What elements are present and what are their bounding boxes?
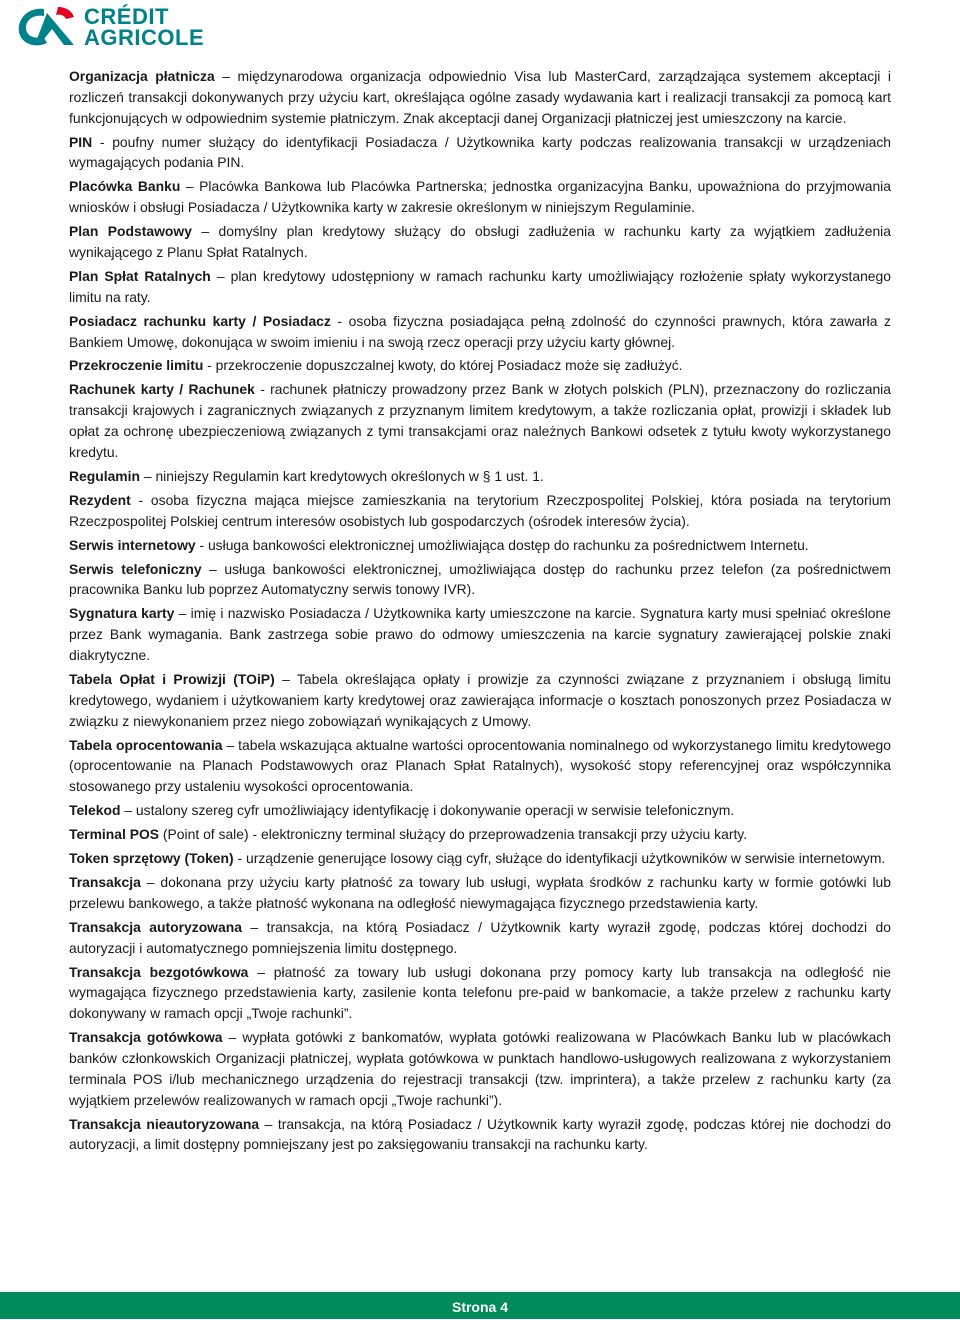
definition-item bbox=[69, 132, 891, 174]
definition-text: - osoba fizyczna mająca miejsce zamieszkania na terytorium Rzeczpospolitej Polskiej, która posiada na terytorium Rzeczpospolitej Polskiej centrum interesów osobistych lub gospodarczych (ośrodek interesów życia). bbox=[69, 491, 891, 529]
definition-text: - przekroczenie dopuszczalnej kwoty, do której Posiadacz może się zadłużyć. bbox=[203, 357, 683, 374]
definition-text: - rachunek płatniczy prowadzony przez Bank w złotych polskich (PLN), przeznaczony do rozliczania transakcji krajowych i zagranicznych związanych z przyznanym limitem kredytowym, a także rozliczania opłat, prowizji i składek lub opłat za ochronę ubezpieczeniową związanych z tymi transakcjami oraz należnych Bankowi odsetek z tytułu kwoty wykorzystanego kredytu. bbox=[69, 381, 891, 460]
definition-item bbox=[69, 962, 891, 1024]
definition-item bbox=[69, 800, 891, 821]
definition-term: Plan Podstawowy bbox=[69, 223, 192, 240]
definitions-list bbox=[69, 66, 891, 1158]
definition-term: Transakcja gotówkowa bbox=[69, 1029, 223, 1046]
definition-term: Plan Spłat Ratalnych bbox=[69, 267, 211, 284]
definition-term: Transakcja bbox=[69, 874, 141, 891]
definition-item bbox=[69, 848, 891, 869]
definition-term: Serwis internetowy bbox=[69, 536, 196, 553]
definition-item bbox=[69, 490, 891, 532]
definition-item bbox=[69, 221, 891, 263]
page-footer bbox=[0, 1292, 960, 1319]
definition-text: – dokonana przy użyciu karty płatność za towary lub usługi, wypłata środków z rachunku karty w formie gotówki lub przelewu bankowego, a także płatność wykonana na odległość niewymagająca fizycznego przedstawienia karty. bbox=[69, 874, 891, 911]
definition-term: Transakcja autoryzowana bbox=[69, 918, 242, 935]
definition-text: - urządzenie generujące losowy ciąg cyfr, służące do identyfikacji użytkowników w serwisie internetowym. bbox=[233, 850, 886, 867]
definition-term: Tabela oprocentowania bbox=[69, 736, 223, 753]
definition-text: – niniejszy Regulamin kart kredytowych określonych w § 1 ust. 1. bbox=[140, 467, 544, 484]
definition-term: Posiadacz rachunku karty / Posiadacz bbox=[69, 312, 331, 329]
definition-item bbox=[69, 176, 891, 218]
definition-item bbox=[69, 66, 891, 128]
definition-term: Placówka Banku bbox=[69, 178, 181, 195]
logo-text-credit: CRÉDIT bbox=[84, 4, 169, 29]
definition-text: – ustalony szereg cyfr umożliwiający identyfikację i dokonywanie operacji w serwisie telefonicznym. bbox=[120, 802, 735, 819]
definition-text: – międzynarodowa organizacja odpowiednio Visa lub MasterCard, zarządzająca systemem akceptacji i rozliczeń transakcji dokonywanych przy użyciu kart, określająca ogólne zasady wydawania kart i realizacji transakcji za pomocą kart funkcjonujących w odpowiednim systemie płatniczym. Znak akceptacji danej Organizacji płatniczej jest umieszczony na karcie. bbox=[69, 68, 891, 126]
definition-text: – transakcja, na którą Posiadacz / Użytkownik karty wyraził zgodę, podczas której dochodzi do autoryzacji i automatycznego pomniejszenia limitu dostępnego. bbox=[69, 918, 891, 956]
definition-item bbox=[69, 266, 891, 308]
definition-term: Organizacja płatnicza bbox=[69, 68, 215, 84]
definition-text: – plan kredytowy udostępniony w ramach rachunku karty umożliwiający rozłożenie spłaty wykorzystanego limitu na raty. bbox=[69, 267, 891, 305]
definition-text: – wypłata gotówki z bankomatów, wypłata gotówki realizowana w Placówkach Banku lub w placówkach banków członkowskich Organizacji płatniczej, wypłata gotówkowa w punktach handlowo-usługowych realizowana z wykorzystaniem terminala POS i/lub mechanicznego urządzenia do rejestracji transakcji (tzw. imprintera), a także przelew z rachunku karty (za wyjątkiem przelewów realizowanych w ramach opcji „Twoje rachunki”). bbox=[69, 1029, 891, 1108]
definition-item bbox=[69, 824, 891, 845]
definition-text: – tabela wskazująca aktualne wartości oprocentowania nominalnego od wykorzystanego limitu kredytowego (oprocentowanie na Planach Podstawowych oraz Planach Spłat Ratalnych), wysokość stopy referencyjnej oraz współczynnika stosowanego przy ustaleniu wysokości oprocentowania. bbox=[69, 736, 891, 795]
definition-term: Rachunek karty / Rachunek bbox=[69, 381, 255, 398]
definition-term: PIN bbox=[69, 133, 93, 150]
page-number: Strona 4 bbox=[451, 1299, 508, 1315]
definition-text: - osoba fizyczna posiadająca pełną zdolność do czynności prawnych, która zawarła z Bankiem Umowę, dokonująca w swoim imieniu i na swoją rzecz operacji przy użyciu karty głównej. bbox=[69, 312, 891, 350]
definition-item bbox=[69, 917, 891, 959]
definition-term: Rezydent bbox=[69, 491, 131, 508]
definition-text: - usługa bankowości elektronicznej umożliwiająca dostęp do rachunku za pośrednictwem Internetu. bbox=[195, 536, 809, 553]
definition-term: Sygnatura karty bbox=[69, 605, 175, 622]
definition-term: Transakcja bezgotówkowa bbox=[69, 963, 249, 980]
definition-item bbox=[69, 669, 891, 731]
definition-text: (Point of sale) - elektroniczny terminal służący do przeprowadzenia transakcji przy użyciu karty. bbox=[159, 826, 748, 843]
definition-text: – usługa bankowości elektronicznej, umożliwiająca dostęp do rachunku przez telefon (za pośrednictwem pracownika Banku lub poprzez Automatyczny serwis tonowy IVR). bbox=[69, 560, 891, 598]
logo-text-agricole: AGRICOLE bbox=[84, 25, 205, 50]
definition-term: Przekroczenie limitu bbox=[69, 357, 204, 374]
definition-term: Tabela Opłat i Prowizji (TOiP) bbox=[69, 670, 275, 687]
definition-item bbox=[69, 603, 891, 665]
definition-item bbox=[69, 535, 891, 556]
definition-term: Terminal POS bbox=[69, 826, 160, 843]
definition-text: - poufny numer służący do identyfikacji Posiadacza / Użytkownika karty podczas realizowania transakcji w urządzeniach wymagających podania PIN. bbox=[69, 133, 891, 171]
definition-term: Token sprzętowy (Token) bbox=[69, 850, 234, 867]
bank-logo bbox=[14, 4, 204, 50]
definition-item bbox=[69, 1027, 891, 1110]
definition-item bbox=[69, 735, 891, 797]
definition-term: Serwis telefoniczny bbox=[69, 560, 202, 577]
definition-item bbox=[69, 559, 891, 601]
definition-item bbox=[69, 355, 891, 376]
definition-text: – transakcja, na którą Posiadacz / Użytkownik karty wyraził zgodę, podczas której nie dochodzi do autoryzacji, a limit dostępny pomniejszany jest po zaksięgowaniu transakcji na rachunku karty. bbox=[69, 1115, 891, 1153]
definition-item bbox=[69, 466, 891, 487]
definition-term: Regulamin bbox=[69, 467, 141, 484]
definition-text: – imię i nazwisko Posiadacza / Użytkownika karty umieszczone na karcie. Sygnatura karty musi spełniać określone przez Bank wymagania. Bank zastrzega sobie prawo do odmowy umieszczenia na karcie sygnatury zawierającej polskie znaki diakrytyczne. bbox=[69, 605, 891, 663]
definition-term: Transakcja nieautoryzowana bbox=[69, 1115, 260, 1132]
definition-text: – płatność za towary lub usługi dokonana przy pomocy karty lub transakcja na odległość nie wymagająca fizycznego przedstawienia karty, zasilenie konta telefonu pre-paid w bankomacie, a także przelew z rachunku karty dokonywany w ramach opcji „Twoje rachunki”. bbox=[69, 963, 891, 1022]
definition-text: – domyślny plan kredytowy służący do obsługi zadłużenia w rachunku karty za wyjątkiem zadłużenia wynikającego z Planu Spłat Ratalnych. bbox=[69, 223, 891, 260]
definition-item bbox=[69, 872, 891, 914]
definition-term: Telekod bbox=[69, 802, 121, 819]
credit-agricole-logo-icon bbox=[14, 5, 78, 49]
definition-item bbox=[69, 379, 891, 462]
definition-item bbox=[69, 1114, 891, 1156]
definition-text: – Tabela określająca opłaty i prowizje za czynności związane z przyznaniem i obsługą limitu kredytowego, wydaniem i użytkowaniem karty kredytowej oraz zawierająca informacje o kosztach ponoszonych przez Posiadacza w związku z niewykonaniem przez niego zobowiązań wynikających z Umowy. bbox=[69, 670, 892, 729]
definition-text: – Placówka Bankowa lub Placówka Partnerska; jednostka organizacyjna Banku, upoważniona do przyjmowania wniosków i obsługi Posiadacza / Użytkownika karty w zakresie określonym w niniejszym Regulaminie. bbox=[69, 178, 891, 216]
definition-item bbox=[69, 311, 891, 353]
